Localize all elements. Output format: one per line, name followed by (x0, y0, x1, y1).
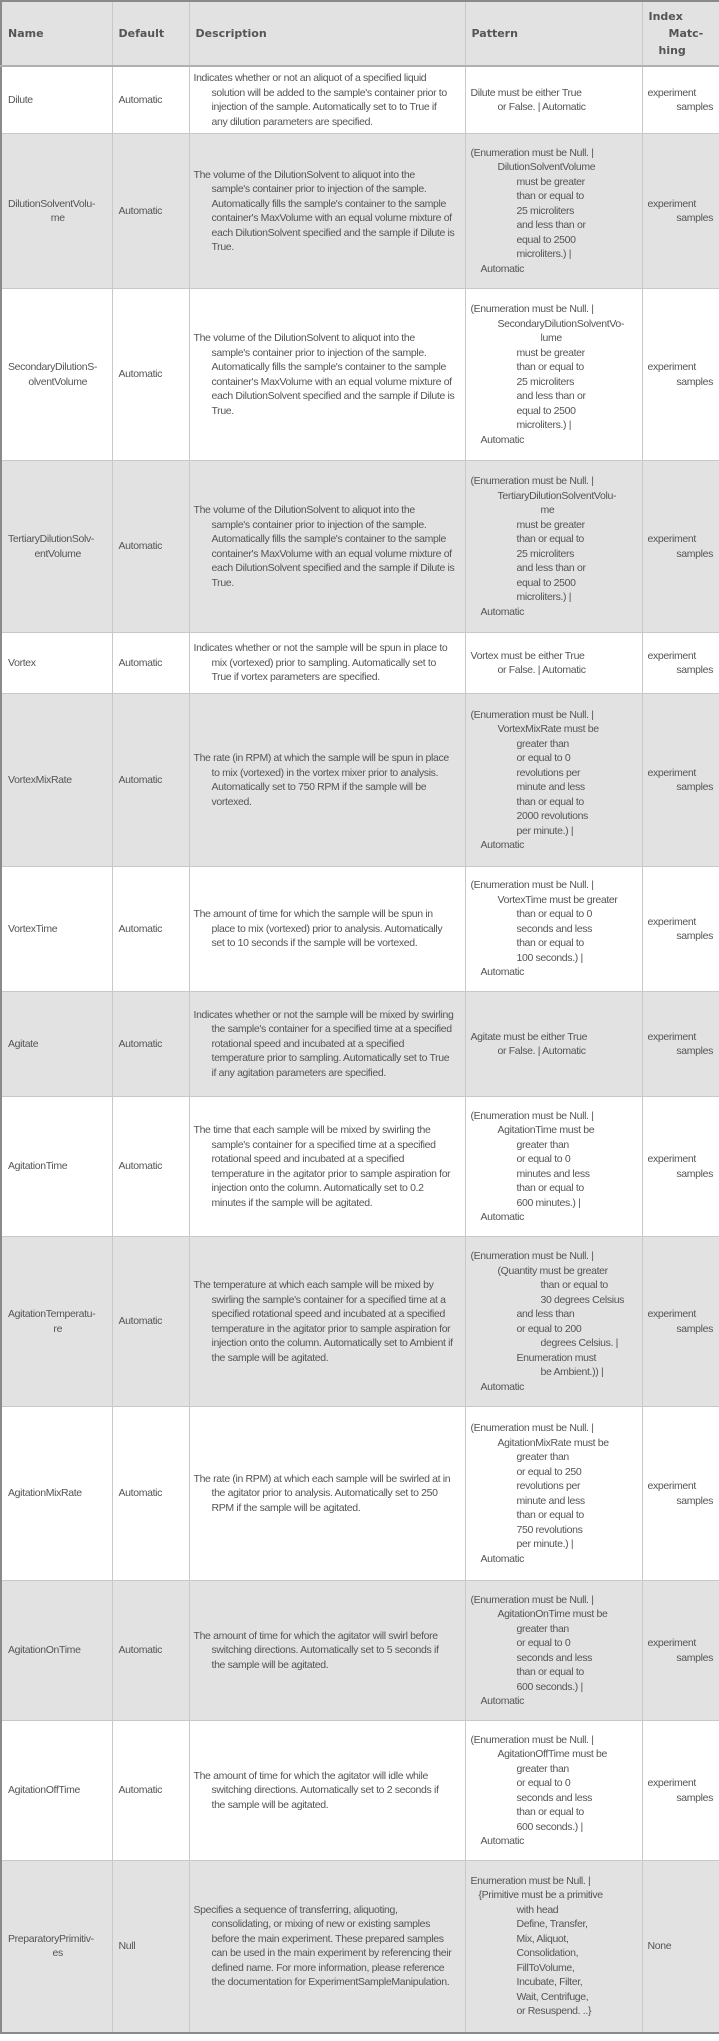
header-pattern: Pattern (465, 1, 642, 66)
option-pattern-line: (Quantity must be greater (497, 1264, 608, 1277)
option-description-text: The amount of time for which the sample will be spun in place to mix (vortexed) prior to analysis. Automatically set to 10 seconds if the sample will be vortexed. (193, 908, 443, 950)
option-description (189, 1721, 465, 1861)
option-pattern-line: per minute.) | (516, 824, 574, 837)
option-pattern-line: must be greater (516, 518, 585, 531)
option-pattern-line: 30 degrees Celsius (540, 1293, 625, 1306)
option-name-line: PreparatoryPrimitiv- (8, 1932, 94, 1945)
option-pattern-line: FillToVolume, (516, 1961, 575, 1974)
option-pattern-line: 25 microliters (516, 204, 575, 217)
option-pattern-line: {Primitive must be a primitive (478, 1889, 603, 1902)
option-default: Automatic (112, 1581, 189, 1721)
option-description (189, 1097, 465, 1237)
option-pattern (465, 134, 642, 289)
option-pattern-line: be Ambient.)) | (540, 1366, 604, 1378)
option-pattern-line: equal to 2500 (516, 404, 576, 417)
option-pattern-line: must be greater (516, 175, 585, 188)
option-pattern-line: seconds and less (516, 922, 593, 935)
option-pattern-line: than or equal to (516, 937, 584, 950)
option-description (189, 867, 465, 992)
option-name (1, 134, 112, 289)
option-pattern-line: AgitationOnTime must be (497, 1608, 608, 1620)
option-description-text: The temperature at which each sample will be mixed by swirling the sample's container for a specified time at a specified rotational speed and incubated at a specified temperature in the agitator prior to sample aspiration for injection onto the column. Automatically set to Ambient if the sample will be agitated. (193, 1279, 453, 1364)
option-index-matching (642, 633, 719, 694)
option-name-line: AgitationTime (8, 1160, 68, 1173)
option-index-line: experiment (647, 915, 696, 928)
option-index-matching (642, 1237, 719, 1407)
option-description (189, 1407, 465, 1581)
option-name-line: entVolume (34, 547, 81, 560)
option-pattern-line: TertiaryDilutionSolventVolu- (497, 489, 617, 502)
option-pattern-line: Automatic (480, 1695, 525, 1707)
option-default: Automatic (112, 1097, 189, 1237)
option-pattern-line: or equal to 0 (516, 1637, 571, 1649)
option-pattern-line: seconds and less (516, 1651, 593, 1664)
option-pattern-line: 750 revolutions (516, 1523, 583, 1536)
option-pattern-line: and less than or (516, 390, 586, 402)
option-pattern-line: Wait, Centrifuge, (516, 1990, 589, 2003)
option-pattern-line: or equal to 250 (516, 1465, 582, 1478)
option-pattern-line: AgitationOffTime must be (497, 1748, 607, 1760)
option-description (189, 1237, 465, 1407)
option-pattern (465, 633, 642, 694)
option-index-matching (642, 1581, 719, 1721)
table-row (1, 1407, 719, 1581)
header-index-line: Matc- (668, 27, 704, 40)
option-pattern-line: revolutions per (516, 766, 581, 779)
option-pattern-line: minutes and less (516, 1167, 590, 1180)
option-default: Automatic (112, 66, 189, 134)
option-description-text: The rate (in RPM) at which the sample will be spun in place to mix (vortexed) in the vortex mixer prior to analysis. Automatically set to 750 RPM if the sample will be vortexed. (193, 752, 449, 808)
option-pattern-line: equal to 2500 (516, 233, 576, 246)
option-index-line: samples (676, 101, 713, 113)
option-index-line: samples (676, 930, 713, 942)
option-index-line: experiment (647, 86, 696, 99)
table-row (1, 867, 719, 992)
option-pattern-line: 25 microliters (516, 375, 575, 388)
option-pattern-line: Vortex must be either True (470, 649, 585, 662)
option-name-line: re (53, 1322, 63, 1335)
option-index-matching (642, 1407, 719, 1581)
option-pattern-line: than or equal to (516, 361, 584, 373)
option-index-line: samples (676, 1494, 713, 1507)
option-index-line: samples (676, 1651, 713, 1664)
option-pattern-line: and less than (516, 1308, 575, 1320)
option-pattern-line: 600 seconds.) | (516, 1680, 583, 1693)
option-name (1, 633, 112, 694)
option-default: Automatic (112, 1407, 189, 1581)
option-index-line: samples (676, 664, 713, 676)
option-index-matching (642, 992, 719, 1097)
option-pattern-line: with head (516, 1903, 559, 1916)
option-default: Automatic (112, 1237, 189, 1407)
option-pattern-line: than or equal to (516, 1509, 584, 1521)
option-description (189, 1581, 465, 1721)
option-pattern-line: AgitationMixRate must be (497, 1436, 609, 1449)
option-pattern (465, 289, 642, 461)
option-pattern-line: 100 seconds.) | (516, 951, 583, 964)
option-name (1, 66, 112, 134)
option-pattern-line: minute and less (516, 1494, 585, 1507)
option-pattern (465, 1237, 642, 1407)
option-description (189, 66, 465, 134)
table-row (1, 633, 719, 694)
option-pattern-line: Consolidation, (516, 1947, 579, 1960)
option-index-line: experiment (647, 649, 696, 662)
option-pattern-line: (Enumeration must be Null. | (470, 303, 594, 315)
table-body (1, 66, 719, 2033)
option-name-line: DilutionSolventVolu- (8, 197, 95, 210)
option-name-line: AgitationTemperatu- (8, 1308, 96, 1320)
option-default: Null (112, 1861, 189, 2033)
option-description (189, 461, 465, 633)
table-row (1, 694, 719, 867)
option-pattern-line: minute and less (516, 781, 585, 793)
option-description-text: Specifies a sequence of transferring, aliquoting, consolidating, or mixing of new or existing samples before the main experiment. These prepared samples can be used in the main experiment by referencing their defined name. For more information, please reference the documentation for ExperimentSampleManipulation. (193, 1903, 452, 1989)
option-name-line: Agitate (8, 1037, 39, 1050)
option-index-line: experiment (647, 197, 696, 210)
option-pattern-line: than or equal to 0 (516, 908, 592, 921)
header-default: Default (112, 1, 189, 66)
option-pattern-line: than or equal to (516, 190, 584, 203)
header-description: Description (189, 1, 465, 66)
option-pattern-line: (Enumeration must be Null. | (470, 1250, 594, 1262)
option-name-line: me (50, 212, 65, 224)
header-index-matching (642, 1, 719, 66)
option-pattern-line: 25 microliters (516, 547, 575, 560)
table-row (1, 1581, 719, 1721)
option-pattern-line: Automatic (480, 433, 525, 446)
option-pattern-line: (Enumeration must be Null. | (470, 1422, 594, 1434)
option-pattern-line: me (540, 504, 555, 516)
header-name: Name (1, 1, 112, 66)
option-pattern-line: Incubate, Filter, (516, 1976, 583, 1989)
option-pattern-line: Automatic (480, 839, 525, 851)
option-pattern (465, 66, 642, 134)
option-pattern-line: greater than (516, 1762, 569, 1775)
option-name (1, 1581, 112, 1721)
option-pattern-line: must be greater (516, 346, 585, 359)
option-default: Automatic (112, 867, 189, 992)
option-index-line: None (647, 1940, 672, 1952)
table-row (1, 66, 719, 134)
option-index-line: samples (676, 781, 713, 793)
option-default: Automatic (112, 134, 189, 289)
option-name (1, 694, 112, 867)
option-description-text: The rate (in RPM) at which each sample will be swirled at in the agitator prior to analysis. Automatically set to 250 RPM if the sample will be agitated. (193, 1472, 451, 1514)
option-pattern-line: (Enumeration must be Null. | (470, 1109, 594, 1122)
option-index-line: samples (676, 547, 713, 560)
option-description (189, 134, 465, 289)
option-pattern-line: Define, Transfer, (516, 1918, 588, 1931)
option-pattern-line: 600 seconds.) | (516, 1820, 583, 1833)
option-pattern-line: than or equal to (516, 533, 584, 545)
option-pattern-line: than or equal to (516, 1806, 584, 1818)
option-pattern-line: or False. | Automatic (497, 664, 586, 676)
option-pattern-line: Automatic (480, 1552, 525, 1565)
option-default: Automatic (112, 1721, 189, 1861)
option-name-line: AgitationOnTime (8, 1644, 81, 1657)
option-index-matching (642, 1861, 719, 2033)
option-description (189, 694, 465, 867)
option-pattern-line: Automatic (480, 966, 525, 979)
option-pattern-line: than or equal to (540, 1279, 608, 1291)
option-pattern-line: Enumeration must be Null. | (470, 1874, 591, 1887)
header-index-line: hing (658, 44, 686, 57)
option-description (189, 289, 465, 461)
option-pattern-line: lume (540, 332, 562, 344)
option-default: Automatic (112, 633, 189, 694)
option-pattern-line: greater than (516, 1622, 569, 1635)
option-description-text: Indicates whether or not an aliquot of a specified liquid solution will be added to the sample's container prior to injection of the sample. Automatically set to to True if any dilution parameters are specified. (193, 72, 447, 128)
option-pattern-line: than or equal to (516, 795, 584, 808)
table-row (1, 134, 719, 289)
option-pattern (465, 1581, 642, 1721)
option-index-line: experiment (647, 766, 696, 779)
option-index-line: experiment (647, 533, 696, 545)
option-pattern (465, 461, 642, 633)
option-pattern-line: (Enumeration must be Null. | (470, 708, 594, 721)
option-index-matching (642, 66, 719, 134)
table-row (1, 461, 719, 633)
option-pattern-line: microliters.) | (516, 248, 572, 261)
option-pattern-line: Automatic (480, 605, 525, 618)
option-pattern-line: or equal to 200 (516, 1322, 582, 1335)
option-description-text: The volume of the DilutionSolvent to aliquot into the sample's container prior to injection of the sample. Automatically fills the sample's container to the sample container's MaxVolume with an equal volume mixture of each DilutionSolvent specified and the sample if Dilute is True. (193, 168, 455, 253)
option-pattern-line: than or equal to (516, 1182, 584, 1194)
option-name (1, 1721, 112, 1861)
option-pattern-line: and less than or (516, 562, 586, 574)
option-pattern-line: or equal to 0 (516, 1777, 571, 1789)
option-index-matching (642, 1721, 719, 1861)
option-name (1, 992, 112, 1097)
option-index-line: samples (676, 1045, 713, 1057)
option-pattern-line: per minute.) | (516, 1538, 574, 1550)
option-index-line: experiment (647, 1030, 696, 1043)
option-pattern-line: 2000 revolutions (516, 810, 588, 822)
option-pattern-line: and less than or (516, 219, 586, 232)
option-default: Automatic (112, 461, 189, 633)
option-pattern (465, 1407, 642, 1581)
option-index-matching (642, 867, 719, 992)
option-index-line: samples (676, 1791, 713, 1804)
option-pattern-line: Automatic (480, 1211, 525, 1223)
option-index-line: experiment (647, 1480, 696, 1492)
table-row (1, 992, 719, 1097)
option-pattern-line: (Enumeration must be Null. | (470, 1733, 594, 1746)
option-pattern (465, 867, 642, 992)
option-pattern-line: VortexTime must be greater (497, 893, 618, 906)
option-default: Automatic (112, 289, 189, 461)
option-pattern-line: or Resuspend. ..} (516, 2005, 592, 2018)
table-row (1, 289, 719, 461)
option-index-line: samples (676, 212, 713, 224)
option-index-matching (642, 134, 719, 289)
option-pattern-line: than or equal to (516, 1666, 584, 1678)
option-name-line: Dilute (8, 93, 33, 106)
option-pattern (465, 1861, 642, 2033)
option-pattern (465, 694, 642, 867)
option-default: Automatic (112, 992, 189, 1097)
option-pattern-line: 600 minutes.) | (516, 1196, 581, 1209)
table-row (1, 1721, 719, 1861)
option-name-line: TertiaryDilutionSolv- (8, 533, 95, 545)
option-pattern-line: greater than (516, 1451, 569, 1463)
option-pattern (465, 992, 642, 1097)
option-pattern-line: Enumeration must (516, 1351, 597, 1364)
option-pattern-line: SecondaryDilutionSolventVo- (497, 317, 625, 330)
option-pattern (465, 1097, 642, 1237)
option-name-line: Vortex (8, 656, 36, 669)
option-name (1, 867, 112, 992)
option-pattern-line: (Enumeration must be Null. | (470, 1593, 594, 1606)
option-pattern-line: AgitationTime must be (497, 1124, 595, 1136)
option-pattern-line: (Enumeration must be Null. | (470, 146, 594, 159)
option-index-matching (642, 694, 719, 867)
option-index-line: experiment (647, 1777, 696, 1789)
option-index-line: experiment (647, 1153, 696, 1165)
option-description-text: Indicates whether or not the sample will be mixed by swirling the sample's container for a specified time at a specified rotational speed and incubated at a specified temperature prior to sampling. Automatically set to True if any agitation parameters are specified. (193, 1008, 454, 1079)
option-name (1, 1407, 112, 1581)
option-index-matching (642, 461, 719, 633)
option-pattern-line: (Enumeration must be Null. | (470, 475, 594, 487)
option-name-line: olventVolume (28, 375, 88, 388)
option-name (1, 289, 112, 461)
header-index-line: Index (648, 10, 683, 23)
option-pattern-line: Automatic (480, 262, 525, 275)
option-pattern-line: equal to 2500 (516, 576, 576, 589)
option-index-line: experiment (647, 361, 696, 373)
option-name (1, 1861, 112, 2033)
option-name-line: VortexTime (8, 922, 58, 935)
option-name-line: AgitationOffTime (8, 1784, 81, 1797)
option-index-line: experiment (647, 1308, 696, 1320)
option-name (1, 1097, 112, 1237)
option-description-text: Indicates whether or not the sample will be spun in place to mix (vortexed) prior to sampling. Automatically set to True if vortex parameters are specified. (193, 642, 448, 684)
option-index-line: experiment (647, 1637, 696, 1649)
option-pattern-line: degrees Celsius. | (540, 1337, 619, 1349)
option-name (1, 461, 112, 633)
option-description-text: The volume of the DilutionSolvent to aliquot into the sample's container prior to injection of the sample. Automatically fills the sample's container to the sample container's MaxVolume with an equal volume mixture of each DilutionSolvent specified and the sample if Dilute is True. (193, 332, 455, 417)
option-default: Automatic (112, 694, 189, 867)
option-pattern-line: DilutionSolventVolume (497, 161, 596, 174)
option-pattern-line: or False. | Automatic (497, 101, 586, 113)
table-row (1, 1237, 719, 1407)
table-row (1, 1097, 719, 1237)
option-pattern-line: or equal to 0 (516, 752, 571, 764)
option-name (1, 1237, 112, 1407)
option-pattern-line: Mix, Aliquot, (516, 1932, 569, 1945)
option-name-line: VortexMixRate (8, 773, 72, 786)
option-pattern-line: revolutions per (516, 1480, 581, 1492)
option-pattern-line: Agitate must be either True (470, 1030, 588, 1043)
option-pattern-line: microliters.) | (516, 591, 572, 603)
option-pattern-line: greater than (516, 1138, 569, 1151)
option-description-text: The amount of time for which the agitator will swirl before switching directions. Automatically set to 5 seconds if the sample will be agitated. (193, 1629, 439, 1671)
option-description-text: The volume of the DilutionSolvent to aliquot into the sample's container prior to injection of the sample. Automatically fills the sample's container to the sample container's MaxVolume with an equal volume mixture of each DilutionSolvent specified and the sample if Dilute is True. (193, 504, 455, 589)
option-description-text: The amount of time for which the agitator will idle while switching directions. Automatically set to 2 seconds if the sample will be agitated. (193, 1769, 439, 1811)
table-header-row (1, 1, 719, 66)
option-index-matching (642, 289, 719, 461)
option-description-text: The time that each sample will be mixed by swirling the sample's container for a specified time at a specified rotational speed and incubated at a specified temperature in the agitator prior to sample aspiration for injection onto the column. Automatically set to 0.2 minutes if the sample will be agitated. (193, 1124, 451, 1209)
option-pattern-line: (Enumeration must be Null. | (470, 879, 594, 892)
option-name-line: es (52, 1947, 63, 1960)
option-pattern-line: Dilute must be either True (470, 86, 582, 99)
table-row (1, 1861, 719, 2033)
option-index-line: samples (676, 375, 713, 388)
option-index-line: samples (676, 1167, 713, 1180)
option-index-line: samples (676, 1322, 713, 1335)
option-pattern-line: Automatic (480, 1380, 525, 1393)
option-name-line: AgitationMixRate (8, 1487, 82, 1500)
option-pattern-line: greater than (516, 737, 569, 750)
option-pattern-line: or equal to 0 (516, 1153, 571, 1165)
option-name-line: SecondaryDilutionS- (8, 361, 98, 373)
option-pattern-line: or False. | Automatic (497, 1045, 586, 1057)
option-index-matching (642, 1097, 719, 1237)
option-pattern (465, 1721, 642, 1861)
option-pattern-line: microliters.) | (516, 419, 572, 431)
option-pattern-line: VortexMixRate must be (497, 723, 599, 735)
option-description (189, 992, 465, 1097)
option-pattern-line: Automatic (480, 1835, 525, 1847)
option-description (189, 1861, 465, 2033)
option-pattern-line: seconds and less (516, 1791, 593, 1804)
option-description (189, 633, 465, 694)
